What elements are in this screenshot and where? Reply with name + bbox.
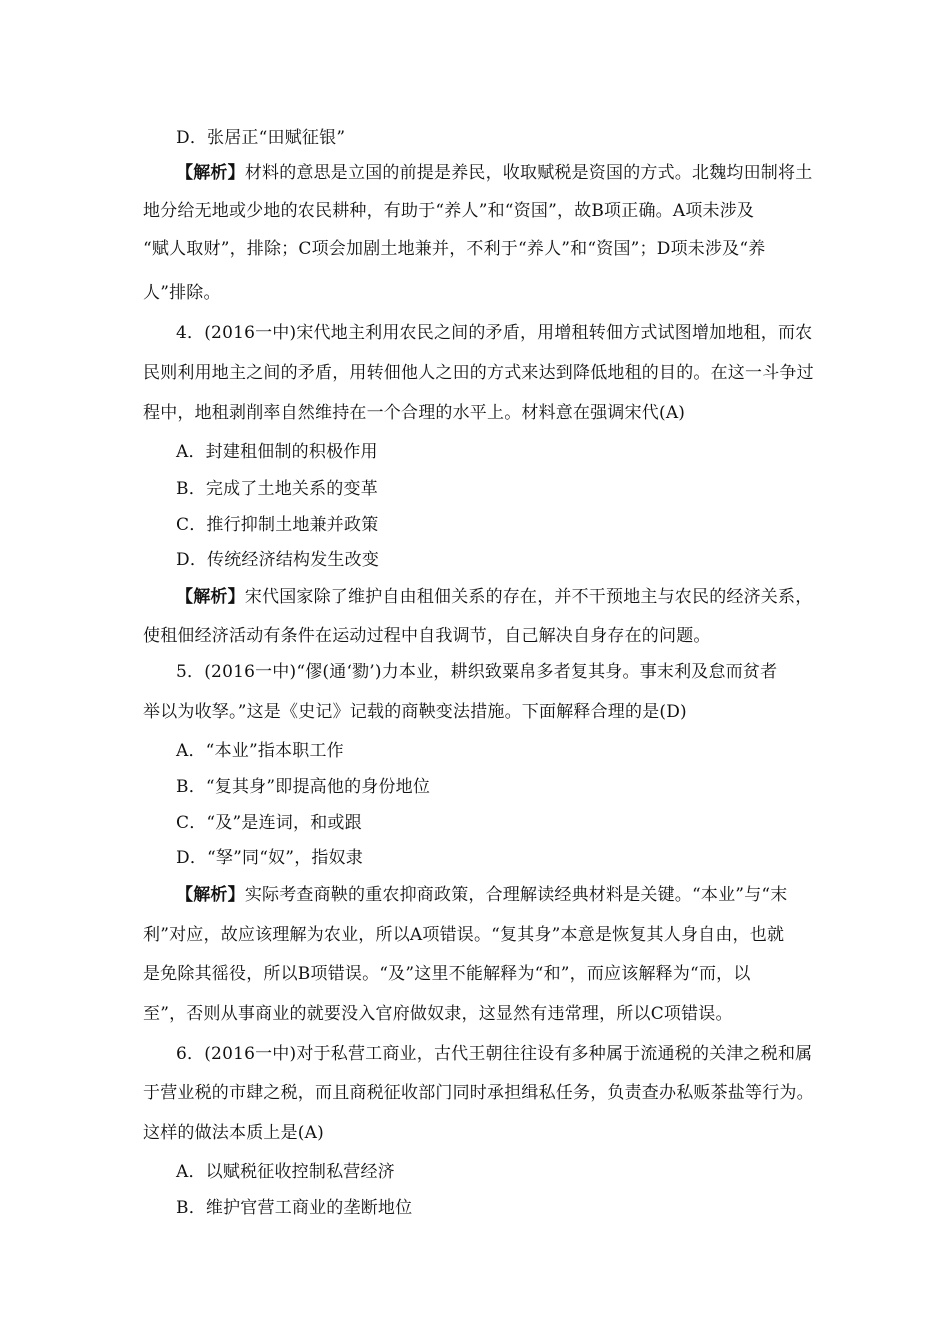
option-a-q4: A．封建租佃制的积极作用 <box>176 442 378 462</box>
option-d-q5: D．“孥”同“奴”，指奴隶 <box>176 848 363 868</box>
option-b-q4: B．完成了土地关系的变革 <box>176 479 378 499</box>
analysis-q4-line-2: 使租佃经济活动有条件在运动过程中自我调节，自己解决自身存在的问题。 <box>143 626 711 646</box>
question-4-line-1: 4．(2016一中)宋代地主利用农民之间的矛盾，用增租转佃方式试图增加地租，而农 <box>176 323 813 343</box>
analysis-q5-line-2: 利”对应，故应该理解为农业，所以A项错误。“复其身”本意是恢复其人身自由，也就 <box>143 925 785 945</box>
option-c-q4: C．推行抑制土地兼并政策 <box>176 515 379 535</box>
analysis-q5-line-3: 是免除其徭役，所以B项错误。“及”这里不能解释为“和”，而应该解释为“而，以 <box>143 964 751 984</box>
analysis-q3-line-1: 【解析】材料的意思是立国的前提是养民，收取赋税是资国的方式。北魏均田制将土 <box>176 163 813 183</box>
option-c-q5: C．“及”是连词，和或跟 <box>176 813 362 833</box>
question-5-line-1: 5．(2016一中)“僇(通‘勠’)力本业，耕织致粟帛多者复其身。事末利及怠而贫者 <box>176 662 778 682</box>
analysis-label: 【解析】 <box>176 885 245 905</box>
question-6-line-1: 6．(2016一中)对于私营工商业，古代王朝往往设有多种属于流通税的关津之税和属 <box>176 1044 813 1064</box>
option-a-q6: A．以赋税征收控制私营经济 <box>176 1162 395 1182</box>
option-b-q6: B．维护官营工商业的垄断地位 <box>176 1198 413 1218</box>
question-4-line-3: 程中，地租剥削率自然维持在一个合理的水平上。材料意在强调宋代(A) <box>143 403 686 423</box>
option-b-q5: B．“复其身”即提高他的身份地位 <box>176 777 431 797</box>
analysis-q3-line-3: “赋人取财”，排除；C项会加剧土地兼并，不利于“养人”和“资国”；D项未涉及“养 <box>143 239 766 259</box>
question-6-line-3: 这样的做法本质上是(A) <box>143 1123 324 1143</box>
question-4-line-2: 民则利用地主之间的矛盾，用转佃他人之田的方式来达到降低地租的目的。在这一斗争过 <box>143 363 814 383</box>
analysis-q4-line-1: 【解析】宋代国家除了维护自由租佃关系的存在，并不干预地主与农民的经济关系， <box>176 587 813 607</box>
analysis-q3-line-2: 地分给无地或少地的农民耕种，有助于“养人”和“资国”，故B项正确。A项未涉及 <box>143 201 755 221</box>
option-a-q5: A．“本业”指本职工作 <box>176 741 344 761</box>
option-d-q4: D．传统经济结构发生改变 <box>176 550 380 570</box>
question-5-line-2: 举以为收孥。”这是《史记》记载的商鞅变法措施。下面解释合理的是(D) <box>143 702 687 722</box>
analysis-label: 【解析】 <box>176 163 245 183</box>
analysis-q5-line-1: 【解析】实际考查商鞅的重农抑商政策，合理解读经典材料是关键。“本业”与“末 <box>176 885 788 905</box>
option-d-q3: D．张居正“田赋征银” <box>176 128 346 148</box>
analysis-q3-line-4: 人”排除。 <box>143 283 221 303</box>
question-6-line-2: 于营业税的市肆之税，而且商税征收部门同时承担缉私任务，负责查办私贩茶盐等行为。 <box>143 1083 814 1103</box>
analysis-label: 【解析】 <box>176 587 245 607</box>
analysis-q5-line-4: 至”，否则从事商业的就要没入官府做奴隶，这显然有违常理，所以C项错误。 <box>143 1004 733 1024</box>
